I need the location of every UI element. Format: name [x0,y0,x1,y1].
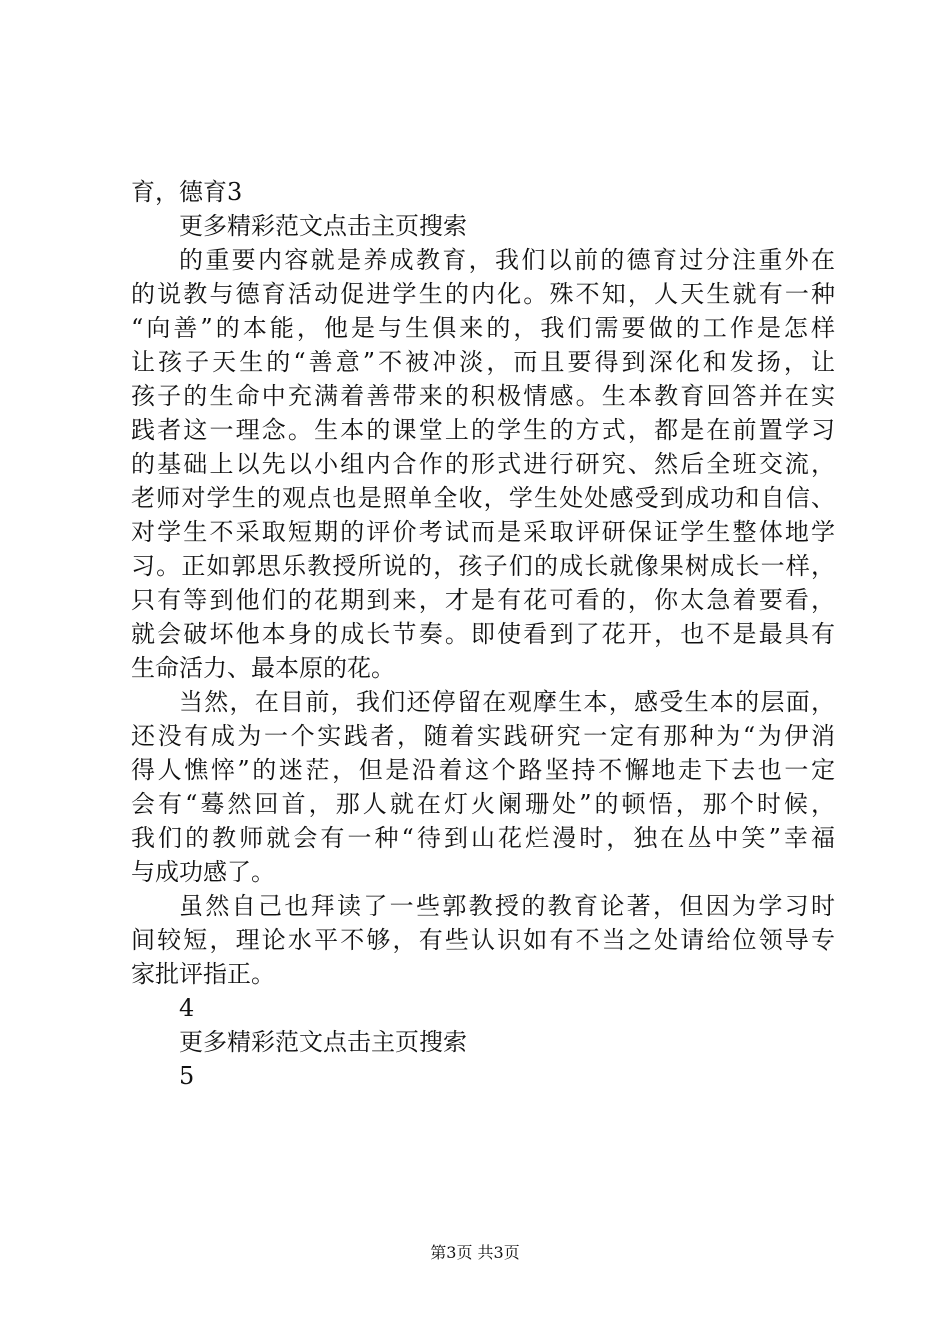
text-line: 5 [179,1062,195,1090]
text-line: 当然，在目前，我们还停留在观摩生本，感受生本的层面， [179,688,835,716]
text-line: 践者这一理念。生本的课堂上的学生的方式，都是在前置学习 [131,416,835,444]
text-line: 间较短，理论水平不够，有些认识如有不当之处请给位领导专 [131,926,835,954]
document-body [131,175,835,1093]
text-line: 家批评指正。 [131,960,275,988]
text-line: 对学生不采取短期的评价考试而是采取评研保证学生整体地学 [131,518,835,546]
text-line: 老师对学生的观点也是照单全收，学生处处感受到成功和自信、 [131,484,835,512]
text-line: 生命活力、最本原的花。 [131,654,395,682]
text-line: 的重要内容就是养成教育，我们以前的德育过分注重外在 [179,246,835,274]
text-line: 只有等到他们的花期到来，才是有花可看的，你太急着要看， [131,586,835,614]
text-line: 让孩子天生的“善意”不被冲淡，而且要得到深化和发扬，让 [131,348,835,376]
text-line: 虽然自己也拜读了一些郭教授的教育论著，但因为学习时 [179,892,835,920]
text-line: 得人憔悴”的迷茫，但是沿着这个路坚持不懈地走下去也一定 [131,756,835,784]
text-line: 4 [179,994,195,1022]
text-line: 育，德育3 [131,178,243,206]
text-line: 孩子的生命中充满着善带来的积极情感。生本教育回答并在实 [131,382,835,410]
text-line: 与成功感了。 [131,858,275,886]
text-line: 的基础上以先以小组内合作的形式进行研究、然后全班交流， [131,450,835,478]
text-line: 的说教与德育活动促进学生的内化。殊不知，人天生就有一种 [131,280,835,308]
text-line: 还没有成为一个实践者，随着实践研究一定有那种为“为伊消 [131,722,835,750]
text-line: 更多精彩范文点击主页搜索 [179,1028,467,1056]
page-footer: 第3页 共3页 [430,1243,520,1262]
text-line: 更多精彩范文点击主页搜索 [179,212,467,240]
text-line: 习。正如郭思乐教授所说的，孩子们的成长就像果树成长一样， [131,552,835,580]
text-line: 我们的教师就会有一种“待到山花烂漫时，独在丛中笑”幸福 [131,824,835,852]
text-line: “向善”的本能，他是与生俱来的，我们需要做的工作是怎样 [131,314,835,342]
text-line: 会有“蓦然回首，那人就在灯火阑珊处”的顿悟，那个时候， [131,790,835,818]
text-line: 就会破坏他本身的成长节奏。即使看到了花开，也不是最具有 [131,620,835,648]
